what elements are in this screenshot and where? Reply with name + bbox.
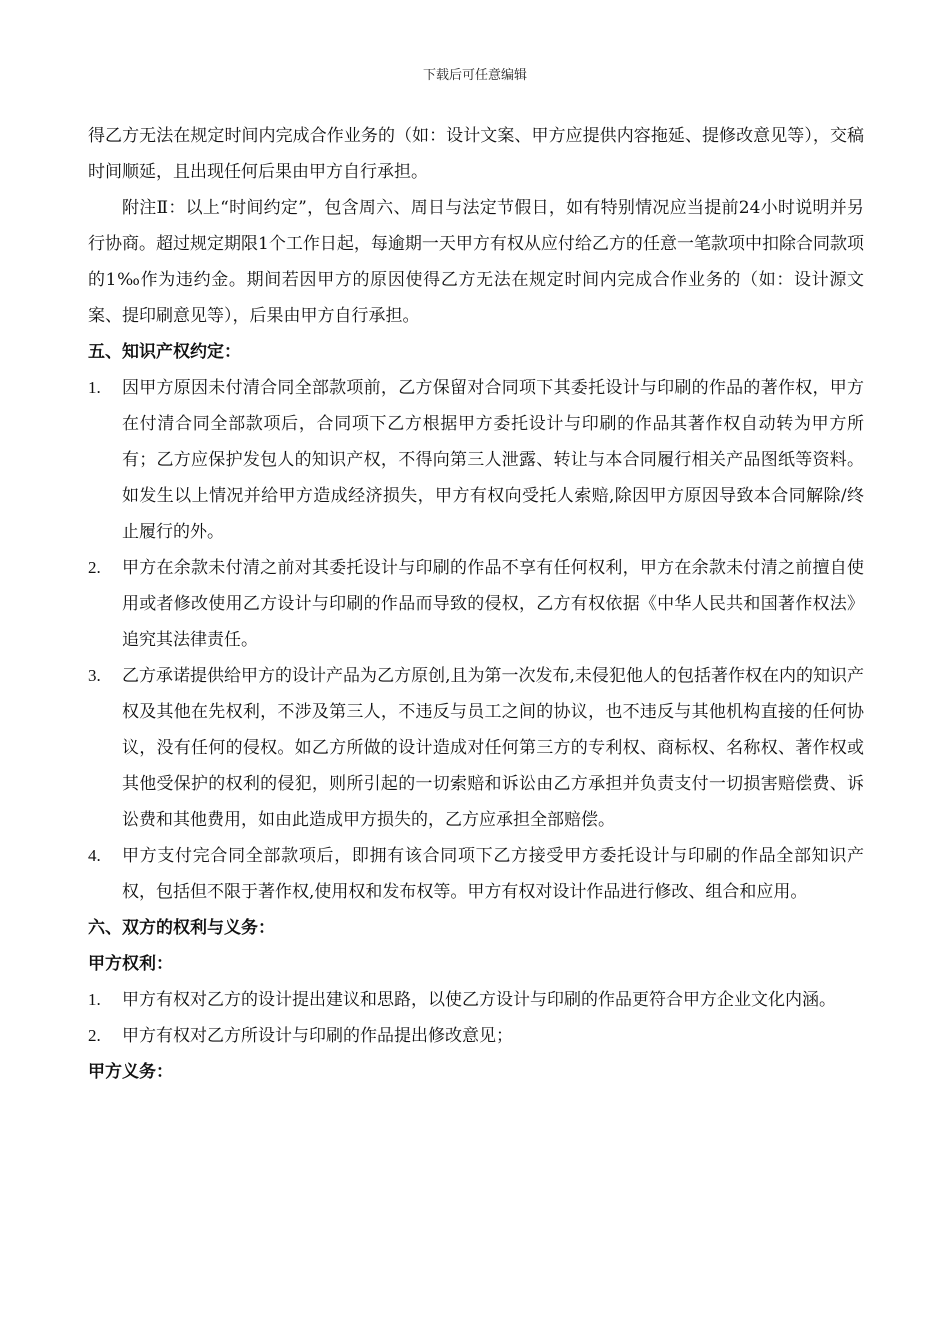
party-a-rights-list (88, 982, 864, 1054)
section-title-rights-duties: 六、双方的权利与义务： (88, 918, 275, 938)
paragraph-continuation: 得乙方无法在规定时间内完成合作业务的（如：设计文案、甲方应提供内容拖延、提修改意见等），交稿时间顺延，且出现任何后果由甲方自行承担。 (88, 126, 864, 182)
list-item (88, 982, 864, 1018)
section-title-ip: 五、知识产权约定： (88, 342, 241, 362)
list-item-text: 甲方在余款未付清之前对其委托设计与印刷的作品不享有任何权利，甲方在余款未付清之前擅自使用或者修改使用乙方设计与印刷的作品而导致的侵权，乙方有权依据《中华人民共和国著作权法》追究其法律责任。 (122, 558, 864, 650)
list-item (88, 370, 864, 550)
list-item (88, 1018, 864, 1054)
subsection-title-party-a-rights: 甲方权利： (88, 954, 173, 974)
ip-clause-list (88, 370, 864, 910)
page-header: 下载后可任意编辑 (422, 68, 527, 83)
list-item-text: 乙方承诺提供给甲方的设计产品为乙方原创,且为第一次发布,未侵犯他人的包括著作权在内的知识产权及其他在先权利，不涉及第三人，不违反与员工之间的协议，也不违反与其他机构直接的任何协议，没有任何的侵权。如乙方所做的设计造成对任何第三方的专利权、商标权、名称权、著作权或其他受保护的权利的侵犯，则所引起的一切索赔和诉讼由乙方承担并负责支付一切损害赔偿费、诉讼费和其他费用，如由此造成甲方损失的，乙方应承担全部赔偿。 (122, 666, 864, 830)
list-item (88, 658, 864, 838)
list-item-number: 2. (88, 558, 101, 577)
document-body (88, 118, 864, 1090)
list-item (88, 838, 864, 910)
list-item-text: 甲方有权对乙方所设计与印刷的作品提出修改意见； (122, 1026, 513, 1046)
list-item-text: 因甲方原因未付清合同全部款项前，乙方保留对合同项下其委托设计与印刷的作品的著作权，甲方在付清合同全部款项后，合同项下乙方根据甲方委托设计与印刷的作品其著作权自动转为甲方所有；乙方应保护发包人的知识产权，不得向第三人泄露、转让与本合同履行相关产品图纸等资料。如发生以上情况并给甲方造成经济损失，甲方有权向受托人索赔,除因甲方原因导致本合同解除/终止履行的外。 (122, 378, 864, 542)
list-item-number: 2. (88, 1026, 101, 1045)
list-item-text: 甲方支付完合同全部款项后，即拥有该合同项下乙方接受甲方委托设计与印刷的作品全部知识产权，包括但不限于著作权,使用权和发布权等。甲方有权对设计作品进行修改、组合和应用。 (122, 846, 864, 902)
paragraph-note-2: 附注Ⅱ：以上“时间约定”，包含周六、周日与法定节假日，如有特别情况应当提前24小时说明并另行协商。超过规定期限1个工作日起，每逾期一天甲方有权从应付给乙方的任意一笔款项中扣除合同款项的1‰作为违约金。期间若因甲方的原因使得乙方无法在规定时间内完成合作业务的（如：设计源文案、提印刷意见等），后果由甲方自行承担。 (88, 198, 864, 326)
list-item-number: 1. (88, 990, 101, 1009)
list-item-number: 4. (88, 846, 101, 865)
list-item-number: 3. (88, 666, 101, 685)
list-item-number: 1. (88, 378, 101, 397)
subsection-title-party-a-duties: 甲方义务： (88, 1062, 173, 1082)
list-item (88, 550, 864, 658)
list-item-text: 甲方有权对乙方的设计提出建议和思路，以使乙方设计与印刷的作品更符合甲方企业文化内涵。 (122, 990, 836, 1010)
